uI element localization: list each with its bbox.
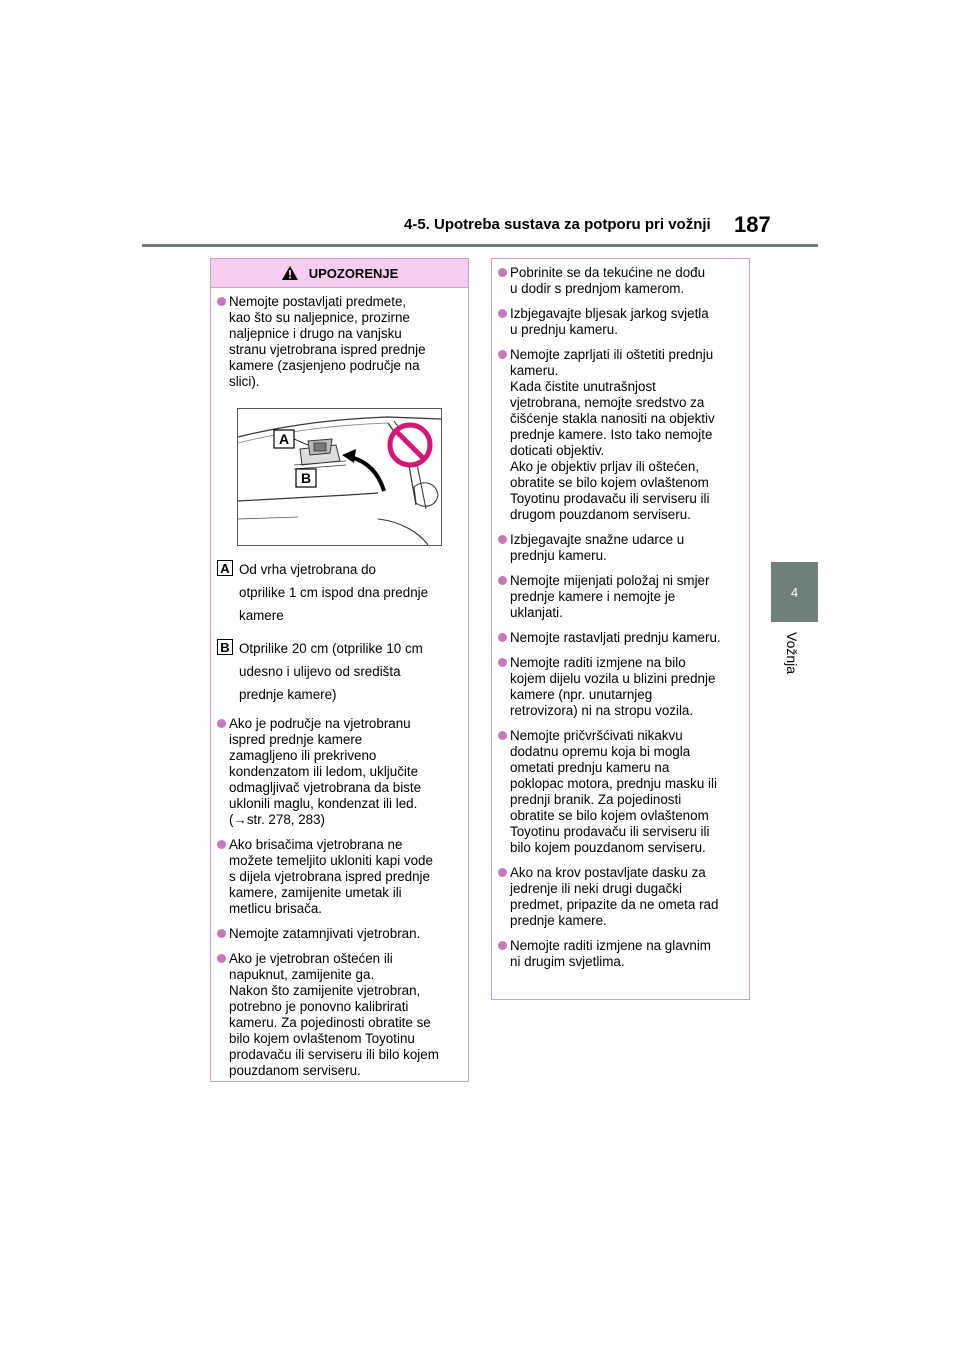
warning-box-left xyxy=(210,258,469,1082)
windshield-figure xyxy=(237,408,442,546)
figure-label-a: A xyxy=(278,431,290,447)
legend-a xyxy=(217,558,462,627)
chapter-tab-number: 4 xyxy=(790,584,799,600)
windshield-camera-illustration xyxy=(238,409,441,545)
warning-item: Nemojte pričvršćivati nikakvu dodatnu opremu koja bi mogla ometati prednju kameru na poklopac motora, prednju masku ili prednji branik. Za pojedinosti obratite se bilo kojem ovlaštenom Toyotinu prodavaču ili serviseru ili bilo kojem pouzdanom serviseru. xyxy=(498,728,743,856)
warning-item: Nemojte raditi izmjene na bilo kojem dijelu vozila u blizini prednje kamere (npr. unutarnjeg retrovizora) ni na stropu vozila. xyxy=(498,655,743,719)
chapter-tab xyxy=(771,562,818,622)
warning-item: Nemojte zaprljati ili oštetiti prednju kameru. Kada čistite unutrašnjost vjetrobrana, nemojte sredstvo za čišćenje stakla nanositi na objektiv prednje kamere. Isto tako nemojte doticati objektiv. Ako je objektiv prljav ili oštećen, obratite se bilo kojem ovlaštenom Toyotinu prodavaču ili serviseru ili drugom pouzdanom serviseru. xyxy=(498,347,743,523)
header-rule xyxy=(142,244,818,247)
warning-item: Izbjegavajte bljesak jarkog svjetla u prednju kameru. xyxy=(498,306,743,338)
warning-item: Ako je područje na vjetrobranu ispred prednje kamere zamagljeno ili prekriveno kondenzatom ili ledom, uključite odmagljivač vjetrobrana da biste uklonili maglu, kondenzat ili led. (→str. 278, 283) xyxy=(217,716,462,828)
figure-label-b: B xyxy=(300,470,312,486)
warning-triangle-icon xyxy=(281,265,299,281)
warning-item: Nemojte postavljati predmete, kao što su naljepnice, prozirne naljepnice i drugo na vanjsku stranu vjetrobrana ispred prednje kamere (zasjenjeno područje na slici). xyxy=(217,294,462,390)
legend-b xyxy=(217,637,462,706)
legend-b-text: Otprilike 20 cm (otprilike 10 cm udesno i ulijevo od središta prednje kamere) xyxy=(239,641,423,702)
warning-item: Nemojte mijenjati položaj ni smjer prednje kamere i nemojte je uklanjati. xyxy=(498,573,743,621)
warning-item: Nemojte rastavljati prednju kameru. xyxy=(498,630,743,646)
warning-item: Ako je vjetrobran oštećen ili napuknut, zamijenite ga. Nakon što zamijenite vjetrobran, potrebno je ponovno kalibrirati kameru. Za pojedinosti obratite se bilo kojem ovlaštenom Toyotinu prodavaču ili serviseru ili bilo kojem pouzdanom serviseru. xyxy=(217,951,462,1079)
legend-b-letter: B xyxy=(217,639,233,655)
warning-item: Nemojte raditi izmjene na glavnim ni drugim svjetlima. xyxy=(498,938,743,970)
warning-box-right xyxy=(491,258,750,1000)
page-number: 187 xyxy=(734,212,771,237)
warning-heading: UPOZORENJE xyxy=(308,265,399,281)
legend-a-text: Od vrha vjetrobrana do otprilike 1 cm ispod dna prednje kamere xyxy=(239,562,429,623)
chapter-label: Vožnja xyxy=(784,632,800,675)
warning-item: Ako na krov postavljate dasku za jedrenje ili neki drugi dugački predmet, pripazite da ne ometa rad prednje kamere. xyxy=(498,865,743,929)
warning-item: Izbjegavajte snažne udarce u prednju kameru. xyxy=(498,532,743,564)
warning-item: Nemojte zatamnjivati vjetrobran. xyxy=(217,926,462,942)
legend-a-letter: A xyxy=(217,560,233,576)
section-title: 4-5. Upotreba sustava za potporu pri vožnji xyxy=(404,216,711,233)
warning-item: Ako brisačima vjetrobrana ne možete temeljito ukloniti kapi vode s dijela vjetrobrana ispred prednje kamere, zamijenite umetak ili metlicu brisača. xyxy=(217,837,462,917)
warning-item: Pobrinite se da tekućine ne dođu u dodir s prednjom kamerom. xyxy=(498,265,743,297)
warning-header xyxy=(211,259,468,288)
